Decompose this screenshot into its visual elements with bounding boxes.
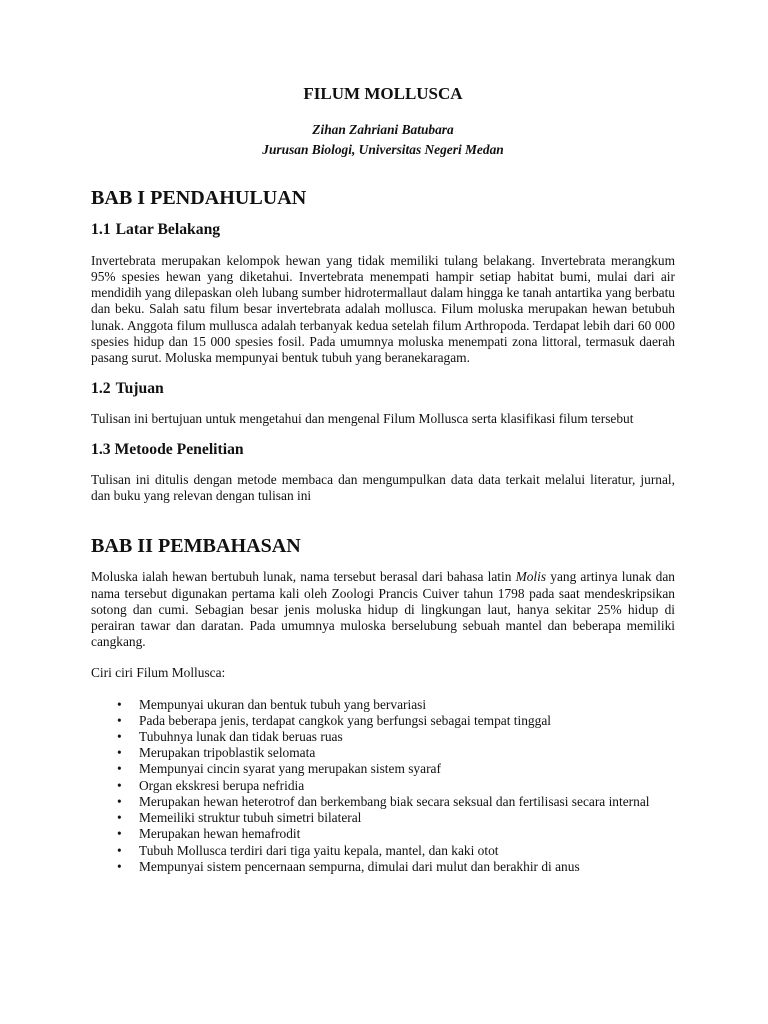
bullet-icon: • (117, 858, 122, 874)
list-item-text: Mempunyai cincin syarat yang merupakan sistem syaraf (139, 761, 441, 777)
chapter-heading-bab-1: BAB I PENDAHULUAN (91, 187, 307, 210)
bullet-icon: • (117, 696, 122, 712)
list-item-text: Merupakan tripoblastik selomata (139, 745, 316, 761)
list-item-text: Tubuh Mollusca terdiri dari tiga yaitu kepala, mantel, dan kaki otot (139, 842, 499, 858)
ciri-list (91, 697, 675, 875)
list-item-text: Merupakan hewan heterotrof dan berkembang biak secara seksual dan fertilisasi secara internal (139, 793, 650, 809)
list-item-text: Mempunyai sistem pencernaan sempurna, dimulai dari mulut dan berakhir di anus (139, 858, 580, 874)
section-title: Tujuan (115, 380, 164, 398)
author-name: Zihan Zahriani Batubara (312, 122, 454, 137)
bullet-icon: • (117, 826, 122, 842)
document-title: FILUM MOLLUSCA (303, 84, 463, 103)
text-run: yang artinya lunak dan nama tersebut digunakan pertama kali oleh Zoologi Prancis Cuiver tahun 1798 pada saat mendeskripsikan sotong dan cumi. Sebagian besar jenis moluska hidup di lingkungan laut, hanya sekitar 25% hidup di perairan tawar dan daratan. Pada umumnya muloska berselubung sebuah mantel dan beberapa memiliki cangkang. (91, 569, 675, 650)
paragraph-tujuan: Tulisan ini bertujuan untuk mengetahui dan mengenal Filum Mollusca serta klasifikasi filum tersebut (91, 411, 634, 427)
list-item (91, 826, 675, 842)
ciri-heading: Ciri ciri Filum Mollusca: (91, 665, 226, 681)
document-page (91, 84, 675, 875)
list-item (91, 843, 675, 859)
list-item (91, 713, 675, 729)
bullet-icon: • (117, 712, 122, 728)
section-number: 1.1 (91, 220, 111, 238)
bullet-icon: • (117, 745, 122, 761)
bullet-icon: • (117, 810, 122, 826)
list-item-text: Tubuhnya lunak dan tidak beruas ruas (139, 729, 343, 745)
list-item (91, 778, 675, 794)
list-item (91, 745, 675, 761)
list-item (91, 697, 675, 713)
section-heading-1-1 (91, 222, 675, 238)
text-run: Moluska ialah hewan bertubuh lunak, nama tersebut berasal dari bahasa latin (91, 569, 516, 585)
bullet-icon: • (117, 729, 122, 745)
list-item (91, 859, 675, 875)
list-item-text: Organ ekskresi berupa nefridia (139, 777, 305, 793)
paragraph-pembahasan (91, 569, 675, 650)
section-heading-1-3: 1.3 Metoode Penelitian (91, 440, 244, 458)
bullet-icon: • (117, 777, 122, 793)
list-item-text: Pada beberapa jenis, terdapat cangkok yang berfungsi sebagai tempat tinggal (139, 712, 551, 728)
bullet-icon: • (117, 842, 122, 858)
list-item-text: Mempunyai ukuran dan bentuk tubuh yang bervariasi (139, 696, 427, 712)
bullet-icon: • (117, 793, 122, 809)
list-item (91, 761, 675, 777)
list-item (91, 810, 675, 826)
section-title: Latar Belakang (115, 220, 221, 238)
latin-term: Molis (515, 569, 547, 585)
paragraph-latar-belakang: Invertebrata merupakan kelompok hewan yang tidak memiliki tulang belakang. Invertebrata merangkum 95% spesies hewan yang diketahui. Invertebrata menempati hampir setiap habitat bumi, mulai dari air mendidih yang dilepaskan oleh lubang sumber hidrotermallaut dalam hingga ke tanah antartika yang berbatu dan beku. Salah satu filum besar invertebrata adalah mollusca. Filum moluska merupakan hewan betubuh lunak. Anggota filum mullusca adalah terbanyak kedua setelah filum Arthropoda. Terdapat lebih dari 60 000 spesies hidup dan 15 000 spesies fosil. Pada umumnya moluska menempati zona littoral, termasuk daerah pasang surut. Moluska mempunyai bentuk tubuh yang beranekaragam. (91, 252, 675, 366)
list-item-text: Memeiliki struktur tubuh simetri bilateral (139, 810, 362, 826)
paragraph-metode: Tulisan ini ditulis dengan metode membaca dan mengumpulkan data data terkait melalui literatur, jurnal, dan buku yang relevan dengan tulisan ini (91, 471, 675, 504)
bullet-icon: • (117, 761, 122, 777)
author-affiliation: Jurusan Biologi, Universitas Negeri Medan (262, 142, 504, 158)
chapter-heading-bab-2: BAB II PEMBAHASAN (91, 535, 301, 558)
section-number: 1.2 (91, 380, 111, 398)
section-heading-1-2 (91, 381, 675, 397)
list-item-text: Merupakan hewan hemafrodit (139, 826, 301, 842)
list-item (91, 729, 675, 745)
list-item (91, 794, 675, 810)
